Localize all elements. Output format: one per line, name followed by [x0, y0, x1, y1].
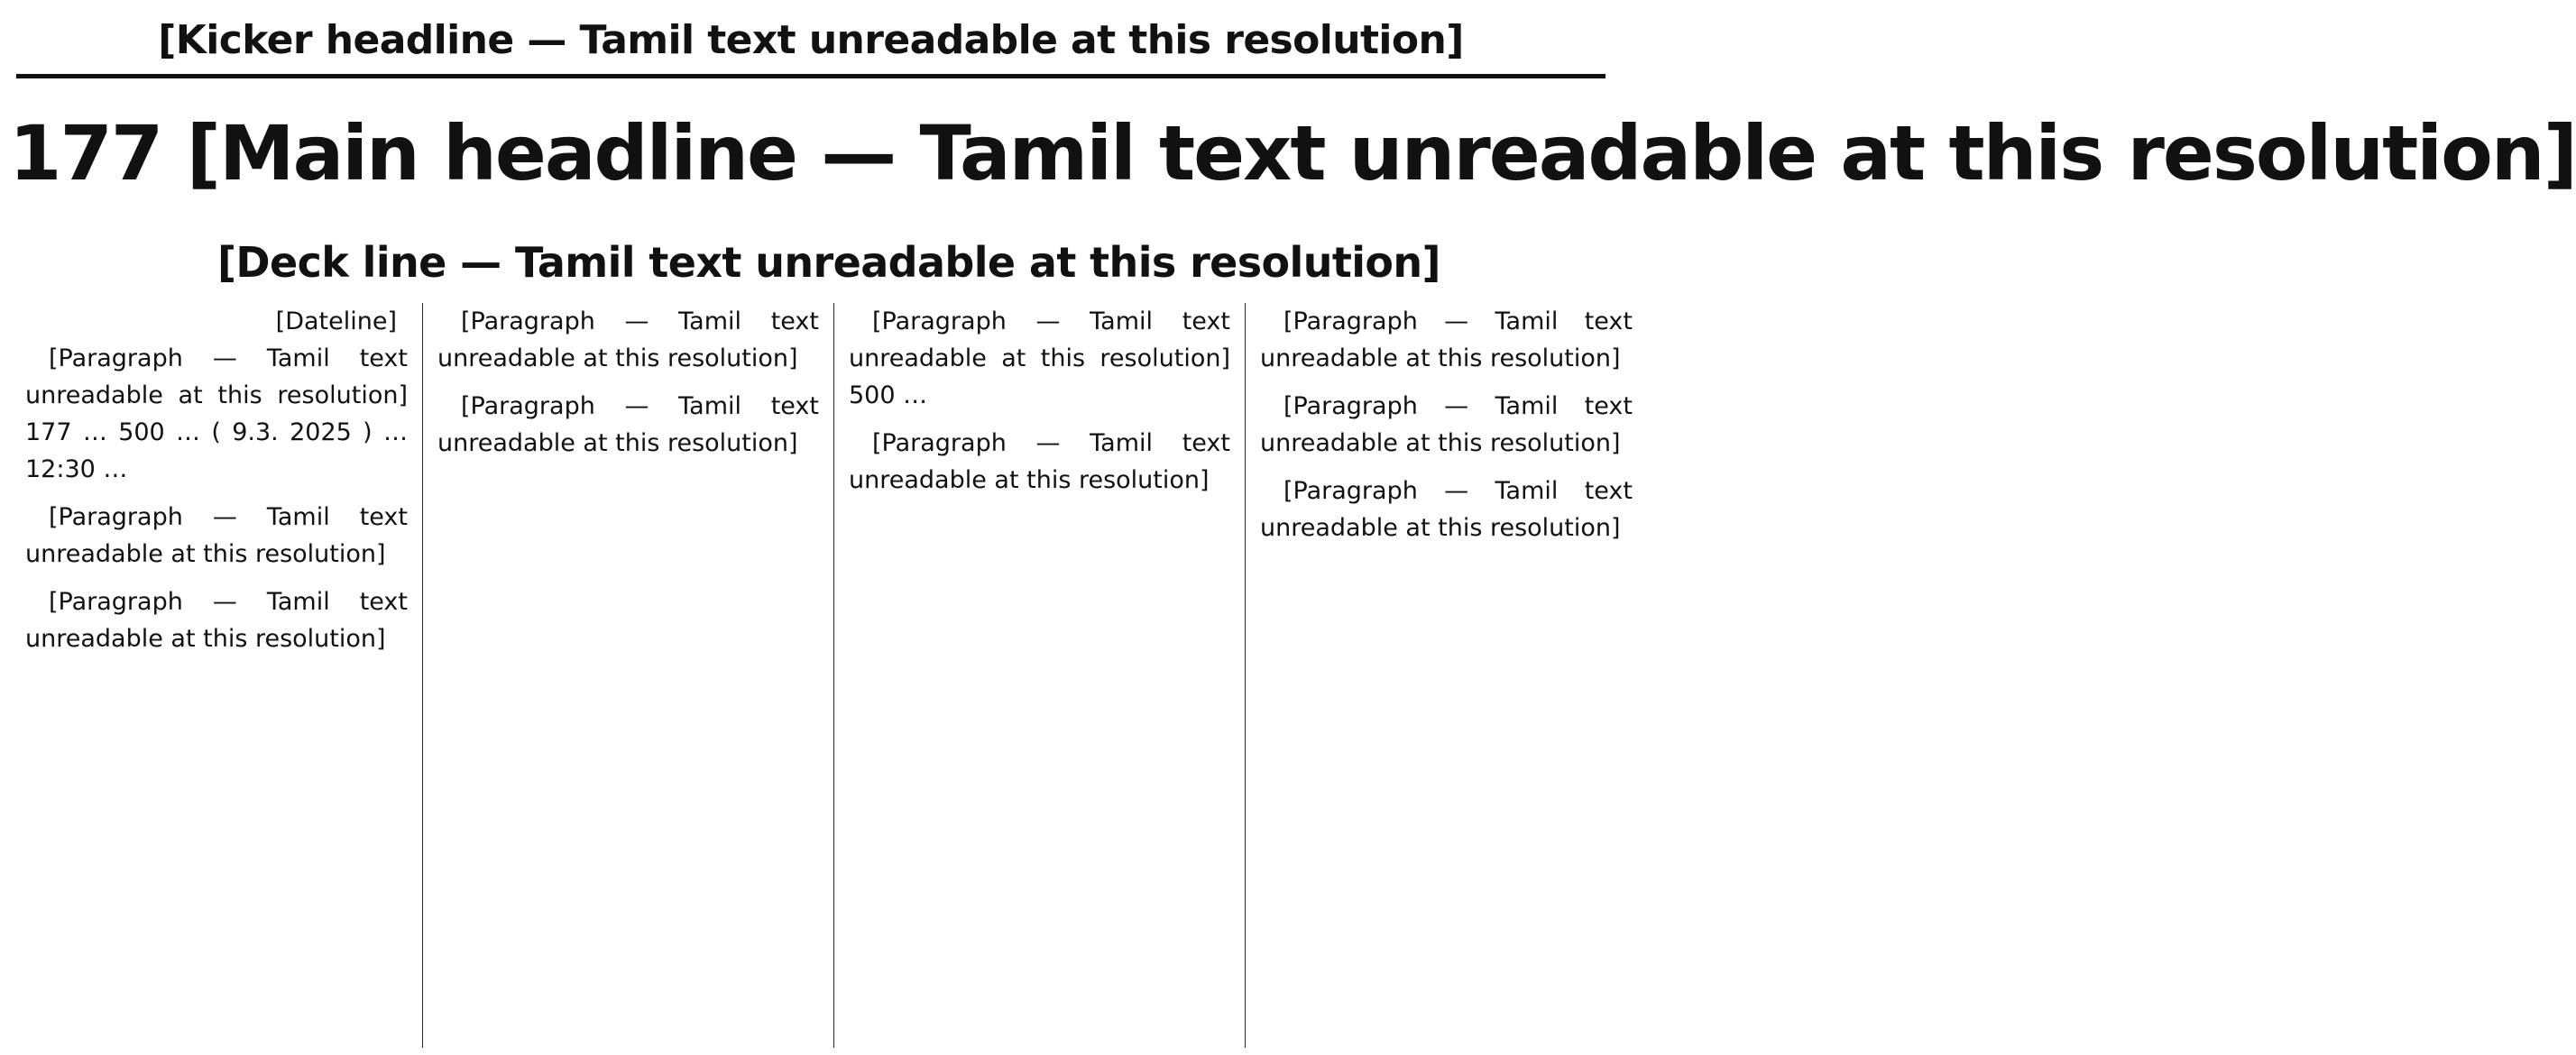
article-column-4	[1245, 303, 1647, 1048]
deck-subheadline: [Deck line — Tamil text unreadable at this resolution]	[217, 238, 1440, 287]
paragraph: [Paragraph — Tamil text unreadable at this resolution]	[1260, 477, 1633, 542]
paragraph: [Paragraph — Tamil text unreadable at this resolution]	[849, 429, 1230, 494]
kicker-headline: [Kicker headline — Tamil text unreadable at this resolution]	[16, 13, 1605, 78]
paragraph: [Paragraph — Tamil text unreadable at this resolution]	[1260, 307, 1633, 372]
article-column-3	[833, 303, 1245, 1048]
paragraph: [Paragraph — Tamil text unreadable at this resolution] 500 …	[849, 307, 1230, 409]
paragraph: [Paragraph — Tamil text unreadable at this resolution]	[25, 588, 408, 653]
paragraph: [Paragraph — Tamil text unreadable at this resolution]	[437, 392, 819, 457]
paragraph: [Paragraph — Tamil text unreadable at this resolution] 177 … 500 … ( 9.3. 2025 ) … 12:30 …	[25, 344, 408, 483]
paragraph: [Paragraph — Tamil text unreadable at this resolution]	[25, 503, 408, 568]
article-column-2	[422, 303, 833, 1048]
paragraph: [Paragraph — Tamil text unreadable at this resolution]	[1260, 392, 1633, 457]
main-headline: 177 [Main headline — Tamil text unreadable at this resolution]	[9, 109, 2576, 197]
article-body	[11, 303, 1647, 1048]
paragraph: [Paragraph — Tamil text unreadable at this resolution]	[437, 307, 819, 372]
dateline: [Dateline]	[275, 307, 397, 335]
article-column-1	[11, 303, 422, 1048]
